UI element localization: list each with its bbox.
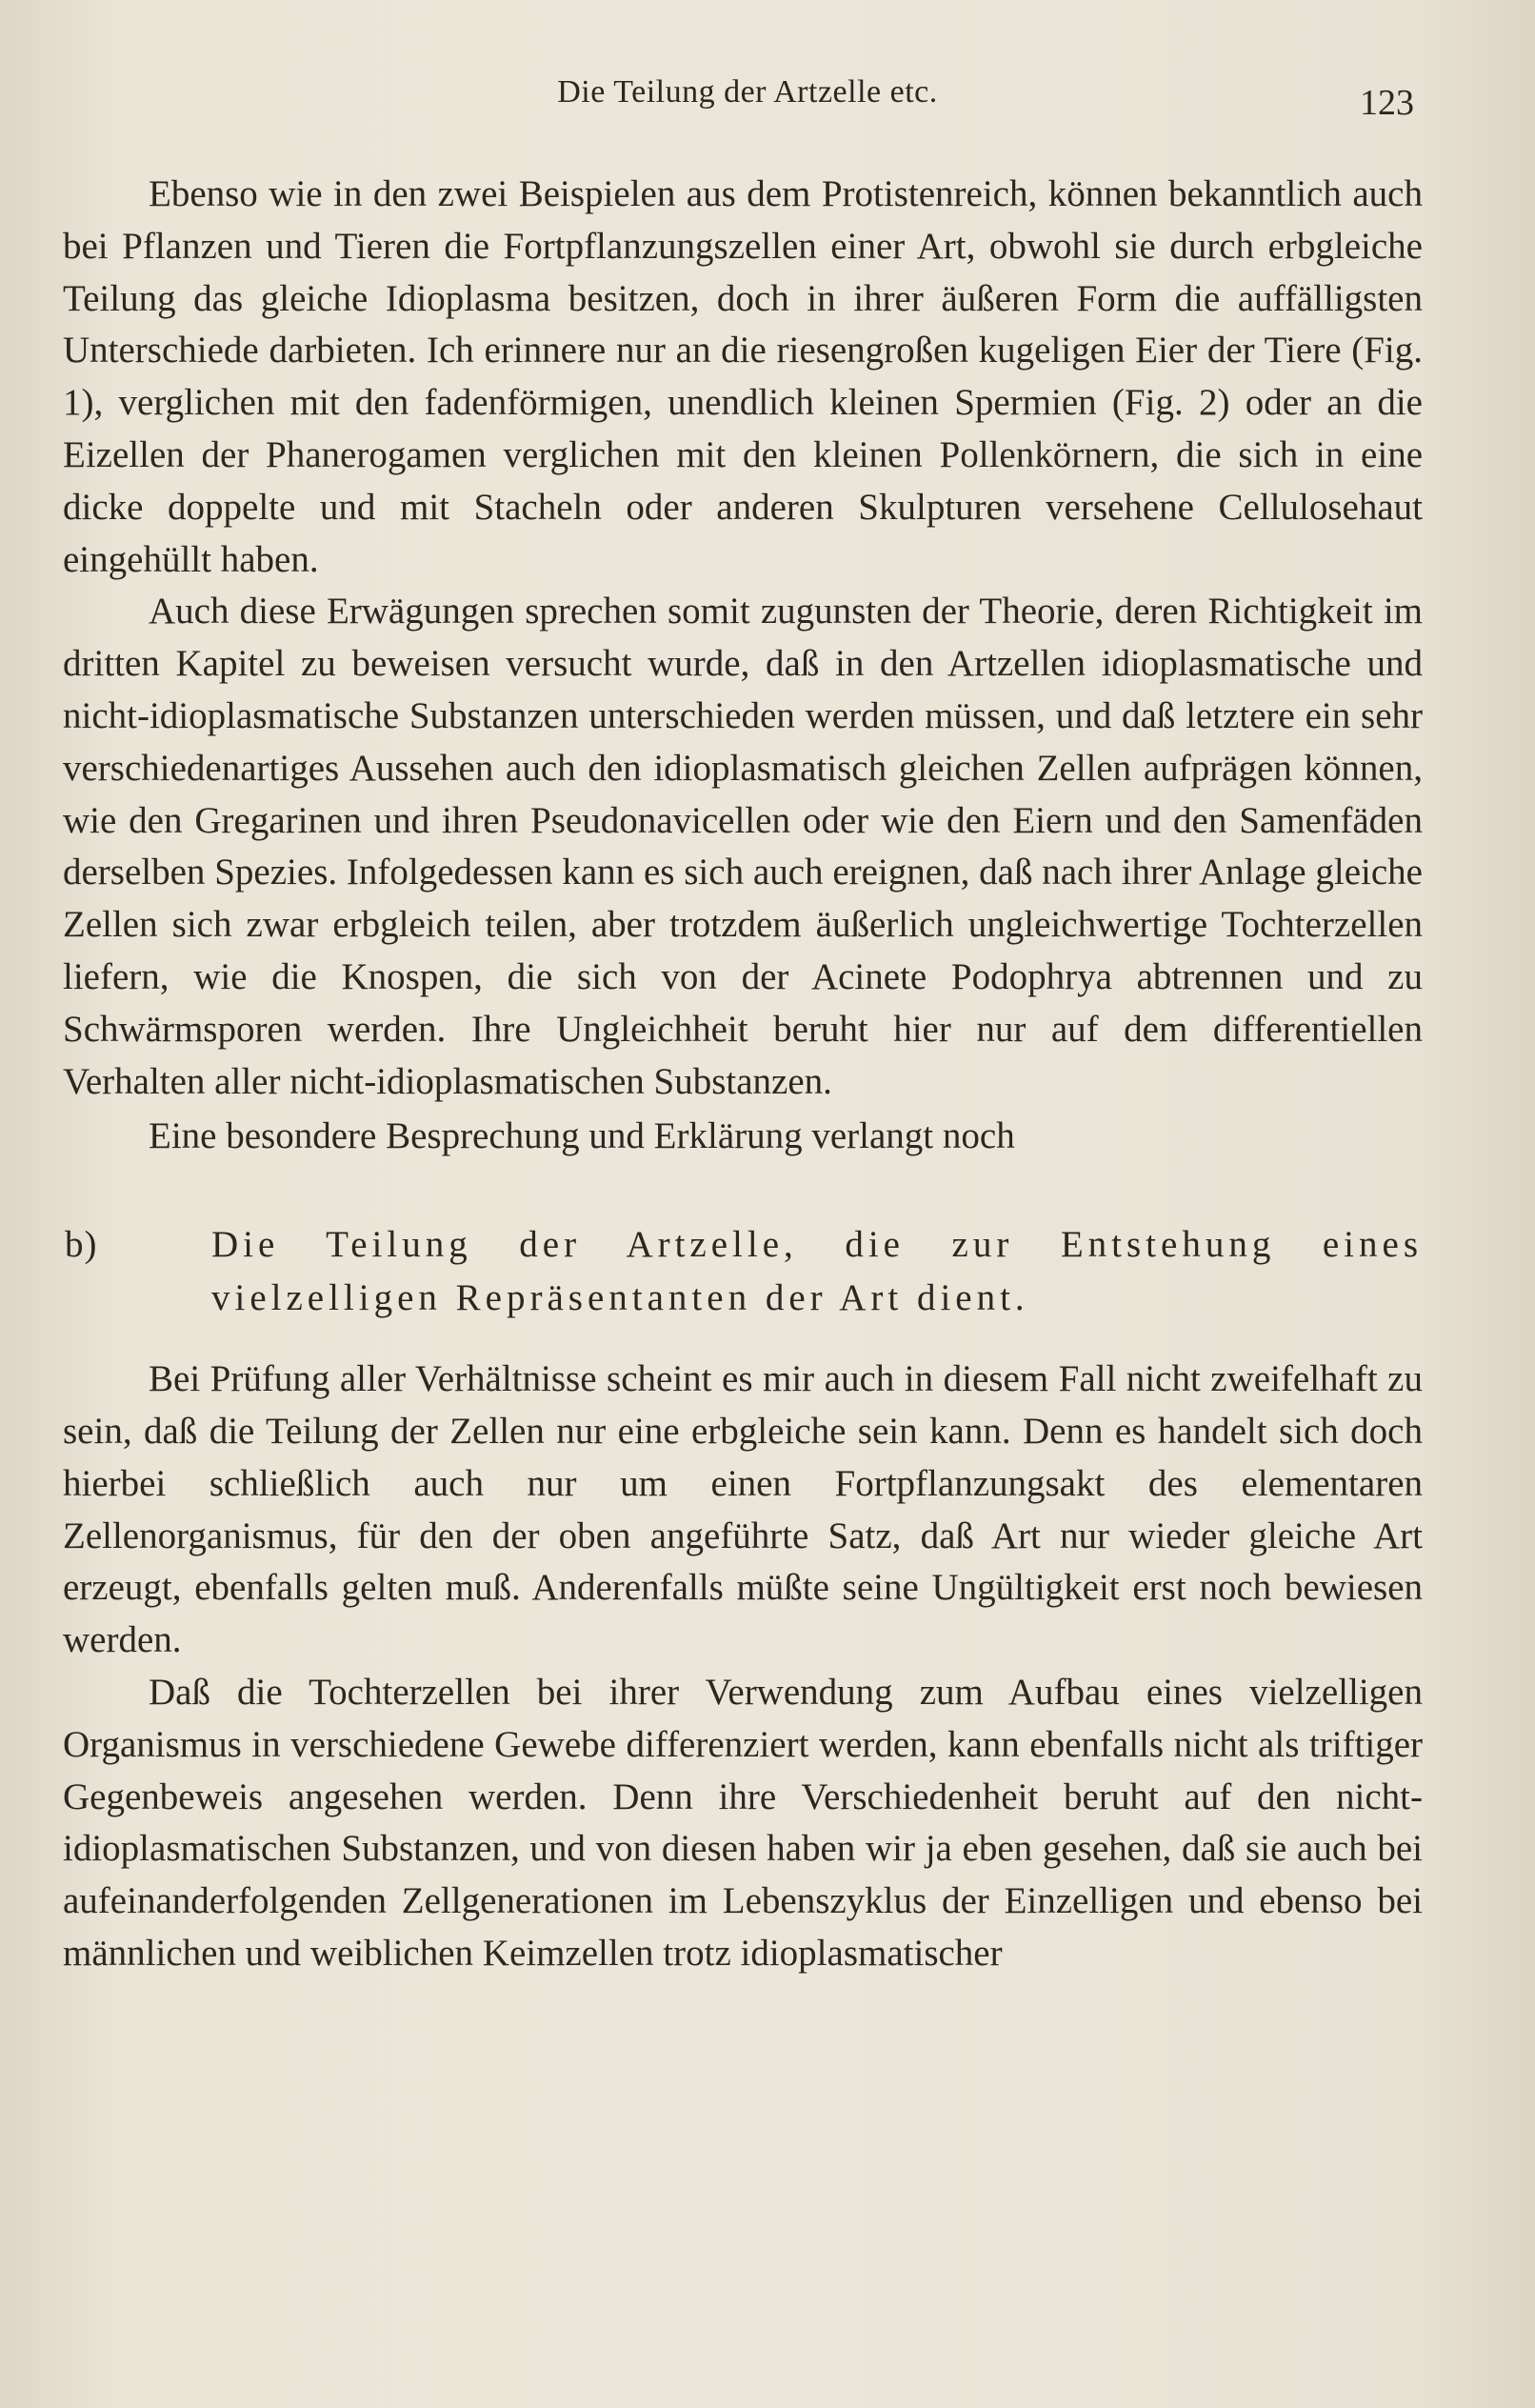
section-label: b) <box>65 1224 98 1266</box>
page-number: 123 <box>1360 83 1414 123</box>
paragraph-3: Eine besondere Besprechung und Erklärung verlangt noch <box>149 1115 1015 1157</box>
section-title: Die Teilung der Artzelle, die zur Entstehung eines vielzelligen Repräsentanten der Art dient. <box>211 1224 1423 1319</box>
page-body <box>63 169 1423 1980</box>
paragraph-5: Daß die Tochterzellen bei ihrer Verwendung zum Aufbau eines vielzelligen Organismus in verschiedene Gewebe differenziert werden, kann ebenfalls nicht als triftiger Gegenbeweis angesehen werden. Denn ihre Verschiedenheit beruht auf den nicht-idioplasmatischen Substanzen, und von diesen haben wir ja eben gesehen, daß sie auch bei aufeinanderfolgenden Zellgenerationen im Lebenszyklus der Einzelligen und ebenso bei männlichen und weiblichen Keimzellen trotz idioplasmatischer <box>63 1671 1423 1974</box>
running-title: Die Teilung der Artzelle etc. <box>557 74 938 110</box>
paragraph-2: Auch diese Erwägungen sprechen somit zugunsten der Theorie, deren Richtigkeit im dritten Kapitel zu beweisen versucht wurde, daß in den Artzellen idioplasmatische und nicht-idioplasmatische Substanzen unterschieden werden müssen, und daß letztere ein sehr verschiedenartiges Aussehen auch den idioplasmatisch gleichen Zellen aufprägen können, wie den Gregarinen und ihren Pseudonavicellen oder wie den Eiern und den Samenfäden derselben Spezies. Infolgedessen kann es sich auch ereignen, daß nach ihrer Anlage gleiche Zellen sich zwar erbgleich teilen, aber trotzdem äußerlich ungleichwertige Tochterzellen liefern, wie die Knospen, die sich von der Acinete Podophrya abtrennen und zu Schwärmsporen werden. Ihre Ungleichheit beruht hier nur auf dem differentiellen Verhalten aller nicht-idioplasmatischen Substanzen. <box>63 591 1423 1102</box>
paragraph-4: Bei Prüfung aller Verhältnisse scheint es mir auch in diesem Fall nicht zweifelhaft zu sein, daß die Teilung der Zellen nur eine erbgleiche sein kann. Denn es handelt sich doch hierbei schließlich auch nur um einen Fortpflanzungsakt des elementaren Zellenorganismus, für den der oben angeführte Satz, daß Art nur wieder gleiche Art erzeugt, ebenfalls gelten muß. Anderenfalls müßte seine Ungültigkeit erst noch bewiesen werden. <box>63 1358 1423 1661</box>
section-heading <box>63 1218 1423 1325</box>
paragraph-1: Ebenso wie in den zwei Beispielen aus dem Protistenreich, können bekanntlich auch bei Pflanzen und Tieren die Fortpflanzungszellen einer Art, obwohl sie durch erbgleiche Teilung das gleiche Idioplasma besitzen, doch in ihrer äußeren Form die auffälligsten Unterschiede darbieten. Ich erinnere nur an die riesengroßen kugeligen Eier der Tiere (Fig. 1), verglichen mit den fadenförmigen, unendlich kleinen Spermien (Fig. 2) oder an die Eizellen der Phanerogamen verglichen mit den kleinen Pollenkörnern, die sich in eine dicke doppelte und mit Stacheln oder anderen Skulpturen versehene Cellulosehaut eingehüllt haben. <box>63 173 1423 580</box>
